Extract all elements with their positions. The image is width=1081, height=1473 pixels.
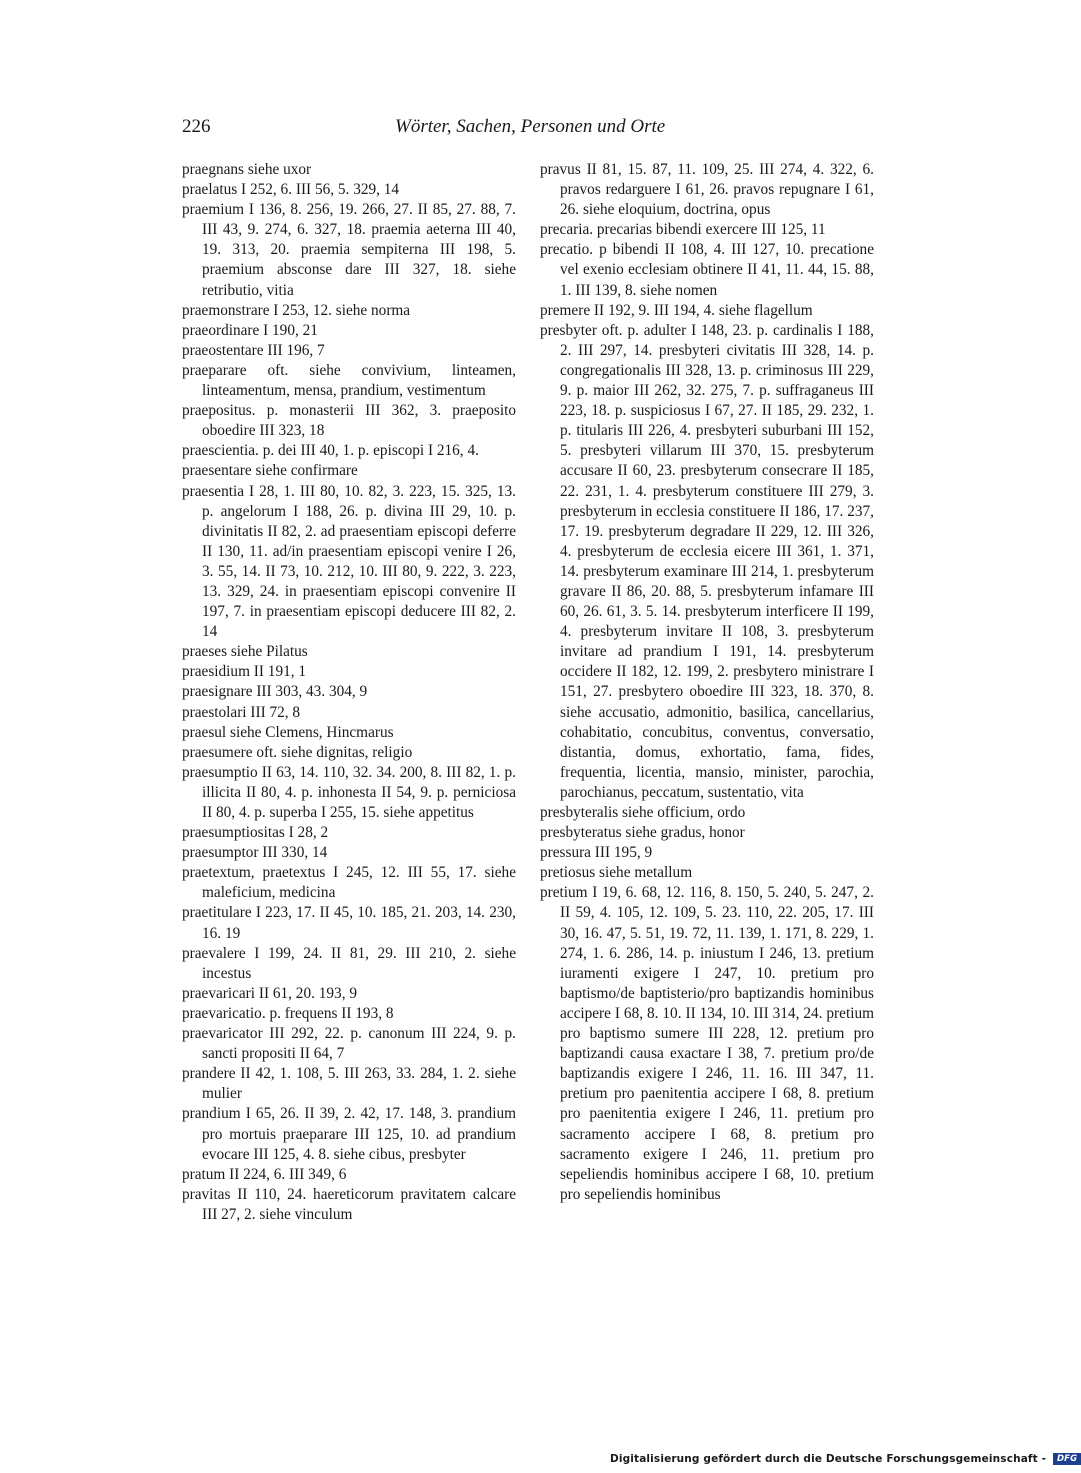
index-entry: praesul siehe Clemens, Hincmarus [182, 723, 394, 741]
index-entry: pravus II 81, 15. 87, 11. 109, 25. III 274, 4. 322, 6. pravos redarguere I 61, 26. pravos repugnare I 61, 26. siehe eloquium, doctrina, opus [540, 161, 874, 219]
running-head: Wörter, Sachen, Personen und Orte [395, 116, 666, 137]
index-entry: praeses siehe Pilatus [182, 643, 308, 661]
index-entry: praegnans siehe uxor [182, 161, 312, 178]
index-entry: precaria. precarias bibendi exercere III 125, 11 [540, 221, 826, 239]
index-entry: praeostentare III 196, 7 [182, 341, 325, 359]
index-entry: praesumere oft. siehe dignitas, religio [182, 743, 413, 761]
index-entry: praelatus I 252, 6. III 56, 5. 329, 14 [182, 181, 400, 199]
index-entry: praevaricator III 292, 22. p. canonum III 224, 9. p. sancti propositi II 64, 7 [182, 1025, 516, 1063]
dfg-logo: DFG [1053, 1453, 1081, 1465]
index-entry: pressura III 195, 9 [540, 844, 653, 862]
index-entry: praescientia. p. dei III 40, 1. p. episcopi I 216, 4. [182, 442, 479, 460]
index-entry: praevaricari II 61, 20. 193, 9 [182, 984, 357, 1002]
index-entry: praetextum, praetextus I 245, 12. III 55, 17. siehe maleficium, medicina [182, 864, 516, 902]
index-entry: praesumptiositas I 28, 2 [182, 824, 329, 842]
footer-credit [610, 1453, 1081, 1465]
index-entry: praetitulare I 223, 17. II 45, 10. 185, 21. 203, 14. 230, 16. 19 [182, 904, 516, 942]
index-entry: praesumptor III 330, 14 [182, 844, 328, 862]
index-entry: precatio. p bibendi II 108, 4. III 127, 10. precatione vel exenio ecclesiam obtinere II 41, 11. 44, 15. 88, 1. III 139, 8. siehe nomen [540, 241, 874, 299]
index-entry: prandere II 42, 1. 108, 5. III 263, 33. 284, 1. 2. siehe mulier [182, 1065, 516, 1103]
index-entry: praesignare III 303, 43. 304, 9 [182, 683, 368, 701]
index-entry: praesentare siehe confirmare [182, 462, 358, 480]
index-entry: premere II 192, 9. III 194, 4. siehe flagellum [540, 301, 813, 319]
index-entry: pratum II 224, 6. III 349, 6 [182, 1165, 347, 1183]
index-entry: praemium I 136, 8. 256, 19. 266, 27. II 85, 27. 88, 7. III 43, 9. 274, 6. 327, 18. praemia aeterna III 40, 19. 313, 20. praemia sempiterna III 198, 5. praemium absconse dare III 327, 18. siehe retributio, vitia [182, 201, 516, 299]
index-entry: praeparare oft. siehe convivium, linteamen, linteamentum, mensa, prandium, vestimentum [182, 361, 516, 400]
index-entry: praesumptio II 63, 14. 110, 32. 34. 200, 8. III 82, 1. p. illicita II 80, 4. p. inhonesta II 54, 9. p. perniciosa II 80, 4. p. superba I 255, 15. siehe appetitus [182, 763, 516, 821]
index-entry: praemonstrare I 253, 12. siehe norma [182, 301, 411, 319]
index-entry: praevalere I 199, 24. II 81, 29. III 210, 2. siehe incestus [182, 944, 516, 982]
index-entry: praestolari III 72, 8 [182, 703, 301, 721]
index-entry: presbyteralis siehe officium, ordo [540, 804, 746, 821]
index-entry: praesidium II 191, 1 [182, 663, 307, 681]
index-entry: praeordinare I 190, 21 [182, 321, 318, 339]
index-entry: praevaricatio. p. frequens II 193, 8 [182, 1004, 394, 1022]
index-column-right [540, 160, 874, 1205]
footer-text: Digitalisierung gefördert durch die Deutsche Forschungsgemeinschaft - [610, 1453, 1047, 1465]
index-entry: presbyter oft. p. adulter I 148, 23. p. cardinalis I 188, 2. III 297, 14. presbyteri civitatis III 328, 14. p. congregationalis III 328, 13. p. criminosus III 229, 9. p. maior III 262, 32. 275, 7. p. suffraganeus III 223, 18. p. suspiciosus I 67, 27. II 185, 29. 232, 1. p. titularis III 226, 4. presbyteri suburbani III 152, 5. presbyteri villarum III 370, 15. presbyterum accusare II 60, 23. presbyterum consecrare II 185, 22. 231, 1. 4. presbyterum constituere III 279, 3. presbyterum in ecclesia constituere II 186, 17. 237, 17. 19. presbyterum degradare II 229, 12. III 326, 4. presbyterum de ecclesia eicere III 361, 1. 371, 14. presbyterum examinare III 214, 1. presbyterum gravare II 86, 20. 88, 5. presbyterum infamare III 60, 26. 61, 3. 5. 14. presbyterum interficere II 199, 4. presbyterum invitare II 108, 3. presbyterum invitare ad prandium I 191, 14. presbyterum occidere II 182, 12. 199, 2. presbytero ministrare I 151, 27. presbytero oboedire III 323, 18. 370, 8. siehe accusatio, admonitio, basilica, cancellarius, cohabitatio, concubitus, conventus, conversatio, distantia, domus, exhortatio, fama, fides, frequentia, licentia, mansio, minister, parochia, parochianus, peccatum, sustentatio, vita [540, 321, 874, 801]
index-entry: presbyteratus siehe gradus, honor [540, 824, 745, 842]
index-entry: praepositus. p. monasterii III 362, 3. praeposito oboedire III 323, 18 [182, 402, 516, 440]
index-entry: pretiosus siehe metallum [540, 864, 693, 882]
index-entry: praesentia I 28, 1. III 80, 10. 82, 3. 223, 15. 325, 13. p. angelorum I 188, 26. p. divina III 29, 10. p. divinitatis II 82, 2. ad praesentiam episcopi deferre II 130, 11. ad/in praesentiam episcopi venire I 26, 3. 55, 14. II 73, 10. 212, 10. III 80, 9. 222, 3. 223, 13. 329, 24. in praesentiam episcopi convenire II 197, 7. in praesentiam episcopi deducere III 82, 2. 14 [182, 482, 516, 641]
index-entry: pretium I 19, 6. 68, 12. 116, 8. 150, 5. 240, 5. 247, 2. II 59, 4. 105, 12. 109, 5. 23. 110, 22. 205, 17. III 30, 16. 47, 5. 51, 19. 72, 11. 139, 1. 171, 8. 229, 1. 274, 1. 6. 286, 14. p. iniustum I 246, 13. pretium iuramenti exigere I 247, 10. pretium pro baptismo/de baptisterio/pro baptizandis hominibus accipere I 68, 8. 10. II 134, 10. III 314, 24. pretium pro baptismo sumere III 228, 12. pretium pro baptizandi causa exactare I 38, 7. pretium pro/de baptizandis exigere I 246, 11. 16. III 347, 11. pretium pro paenitentia accipere I 68, 8. pretium pro paenitentia exigere I 246, 11. pretium pro sacramento accipere I 68, 8. pretium pro sacramento exigere I 246, 11. pretium pro sepeliendis hominibus accipere I 68, 10. pretium pro sepeliendis hominibus [540, 884, 874, 1203]
index-entry: prandium I 65, 26. II 39, 2. 42, 17. 148, 3. prandium pro mortuis praeparare III 125, 10. ad prandium evocare III 125, 4. 8. siehe cibus, presbyter [182, 1105, 516, 1163]
index-entry: pravitas II 110, 24. haereticorum pravitatem calcare III 27, 2. siehe vinculum [182, 1185, 516, 1223]
index-column-left [182, 160, 516, 1225]
page-number: 226 [182, 116, 211, 137]
